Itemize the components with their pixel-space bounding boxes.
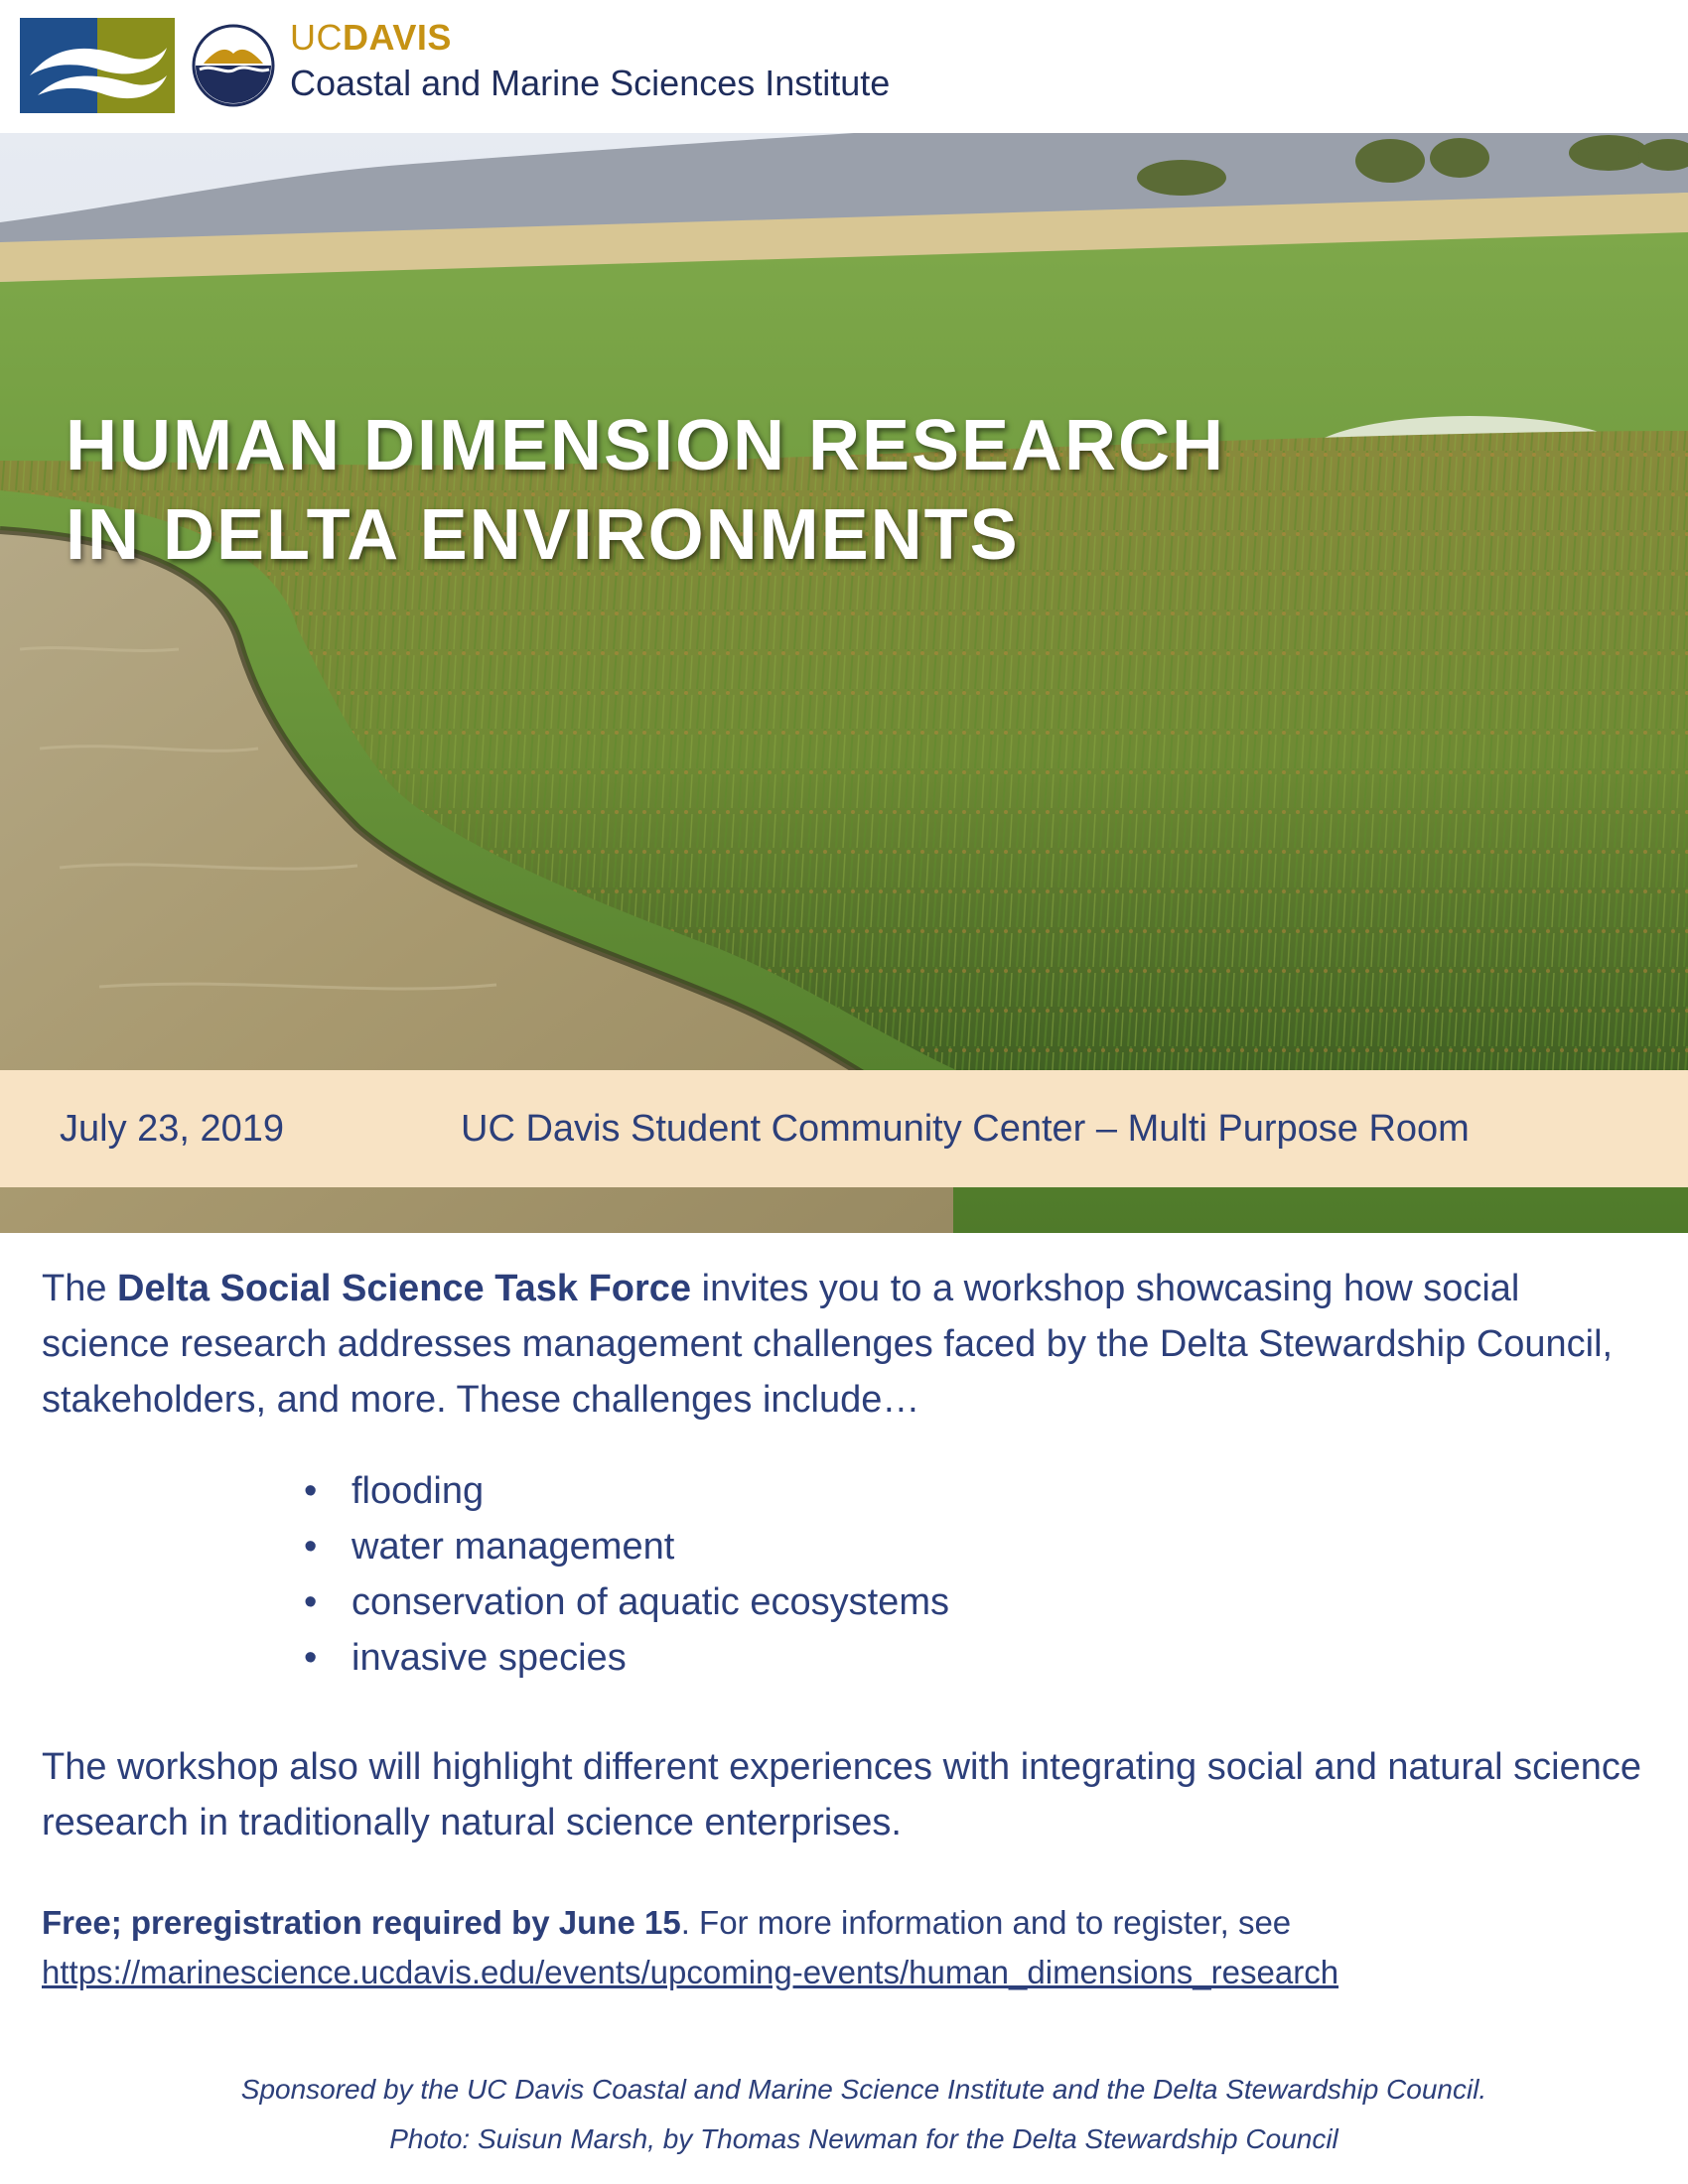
challenge-label: invasive species xyxy=(352,1637,627,1679)
registration-link[interactable]: https://marinescience.ucdavis.edu/events/upcoming-events/human_dimensions_research xyxy=(42,1954,1339,1990)
list-item xyxy=(298,1574,949,1630)
registration-text: . For more information and to register, see xyxy=(680,1904,1292,1941)
bullet-icon: • xyxy=(304,1526,318,1568)
ucdavis-wordmark xyxy=(290,16,452,60)
sponsor-credit: Sponsored by the UC Davis Coastal and Marine Science Institute and the Delta Stewardship Council. xyxy=(240,2074,1487,2105)
list-item xyxy=(298,1463,949,1519)
event-info-band xyxy=(0,1070,1688,1187)
list-item xyxy=(298,1519,949,1574)
registration-deadline: Free; preregistration required by June 15 xyxy=(42,1904,681,1941)
challenge-label: flooding xyxy=(352,1470,485,1512)
list-item xyxy=(298,1630,949,1686)
event-venue: UC Davis Student Community Center – Multi Purpose Room xyxy=(461,1108,1470,1150)
challenges-list xyxy=(298,1463,949,1686)
davis-name: DAVIS xyxy=(343,17,452,58)
title-line-2: IN DELTA ENVIRONMENTS xyxy=(66,495,1020,575)
intro-text: invites you to a workshop showcasing how social science research addresses management challenges faced by the Delta Stewardship Council, stakeholders, and more. These challenges include… xyxy=(42,1268,1614,1421)
cms-wave-logo xyxy=(20,18,175,113)
hero-photo xyxy=(0,133,1688,1233)
uc-prefix: UC xyxy=(290,17,343,58)
ucdavis-cms-circle-logo xyxy=(192,24,275,107)
bullet-icon: • xyxy=(304,1470,318,1512)
registration-paragraph xyxy=(42,1898,1650,1997)
event-title xyxy=(66,401,1225,580)
header xyxy=(0,0,1688,133)
intro-lead: The xyxy=(42,1268,118,1309)
task-force-name: Delta Social Science Task Force xyxy=(117,1268,692,1309)
institute-name: Coastal and Marine Sciences Institute xyxy=(290,63,891,103)
photo-credit: Photo: Suisun Marsh, by Thomas Newman for the Delta Stewardship Council xyxy=(389,2123,1338,2154)
event-date: July 23, 2019 xyxy=(60,1108,285,1150)
challenge-label: conservation of aquatic ecosystems xyxy=(352,1581,949,1623)
footer xyxy=(0,2065,1688,2164)
intro-paragraph xyxy=(42,1261,1650,1428)
highlight-paragraph: The workshop also will highlight different experiences with integrating social and natural science research in traditionally natural science enterprises. xyxy=(42,1746,1641,1843)
marsh-photo-illustration xyxy=(0,133,1688,1233)
challenge-label: water management xyxy=(352,1526,675,1568)
title-line-1: HUMAN DIMENSION RESEARCH xyxy=(66,406,1226,485)
bullet-icon: • xyxy=(304,1581,318,1623)
bullet-icon: • xyxy=(304,1637,318,1679)
